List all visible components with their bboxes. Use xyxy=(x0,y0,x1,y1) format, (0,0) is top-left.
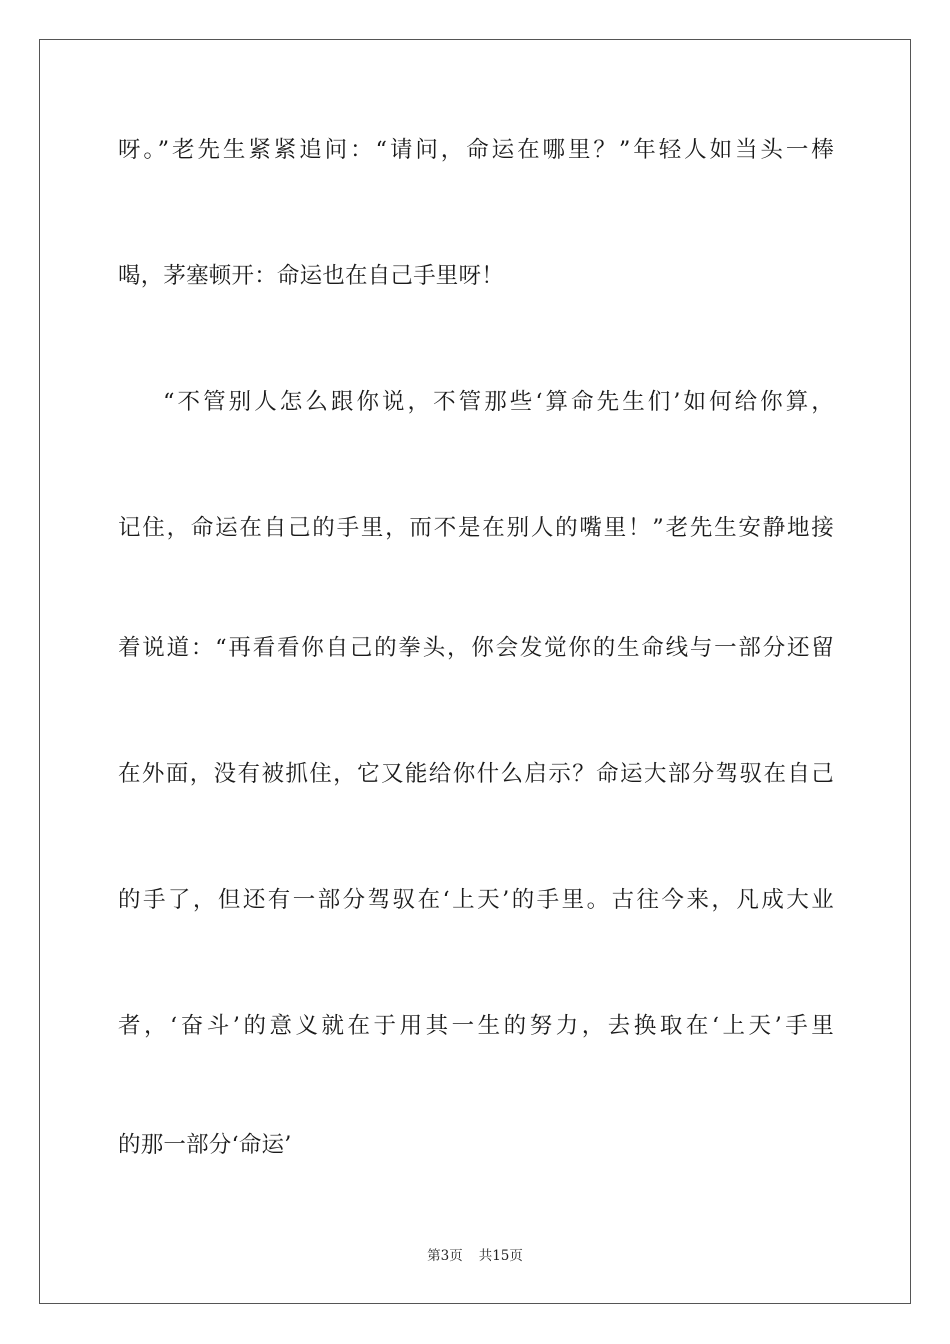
page-number-total: 共15页 xyxy=(478,1248,523,1264)
text-line: 在外面，没有被抓住，它又能给你什么启示？命运大部分驾驭在自己 xyxy=(118,761,834,787)
page-footer xyxy=(0,1247,950,1265)
text-line: 喝，茅塞顿开：命运也在自己手里呀！ xyxy=(118,263,504,289)
page-number-current: 第3页 xyxy=(427,1248,463,1264)
text-line: 的那一部分‘命运’ xyxy=(118,1132,292,1158)
text-line-paragraph-start: “不管别人怎么跟你说，不管那些‘算命先生们’如何给你算， xyxy=(163,389,834,415)
text-line: 着说道：“再看看你自己的拳头，你会发觉你的生命线与一部分还留 xyxy=(118,635,834,661)
text-line: 记住，命运在自己的手里，而不是在别人的嘴里！”老先生安静地接 xyxy=(118,515,834,541)
page-frame xyxy=(39,39,911,1304)
text-line: 者，‘奋斗’的意义就在于用其一生的努力，去换取在‘上天’手里 xyxy=(118,1013,834,1039)
text-line: 的手了，但还有一部分驾驭在‘上天’的手里。古往今来，凡成大业 xyxy=(118,887,834,913)
text-line: 呀。”老先生紧紧追问：“请问，命运在哪里？”年轻人如当头一棒 xyxy=(118,137,834,163)
